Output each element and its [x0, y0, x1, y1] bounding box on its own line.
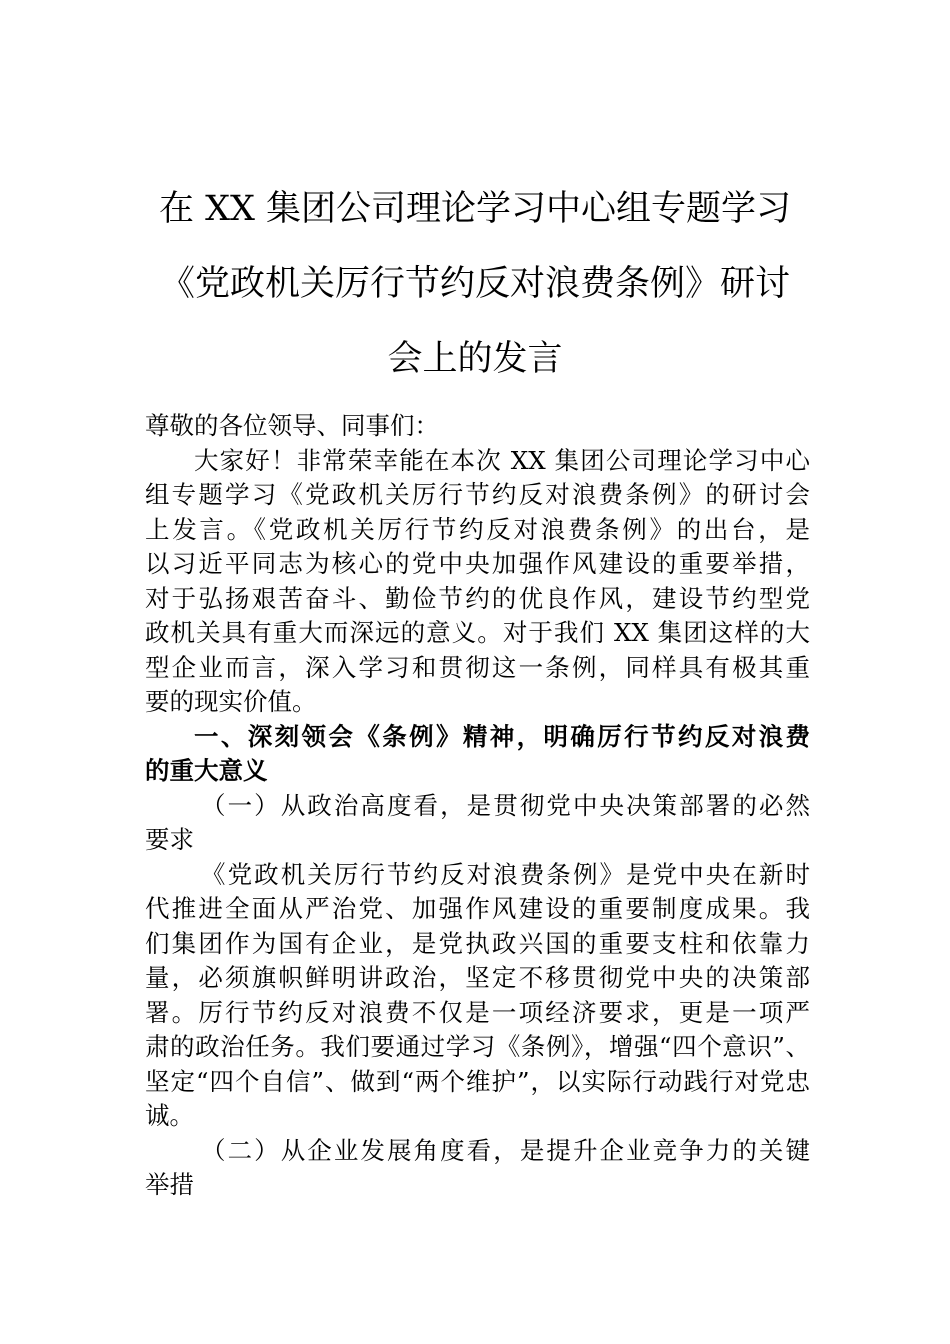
paragraph-line: 对于弘扬艰苦奋斗、勤俭节约的优良作风，建设节约型党	[145, 583, 810, 613]
paragraph-line: 组专题学习《党政机关厉行节约反对浪费条例》的研讨会	[145, 480, 810, 509]
paragraph-line: 署。厉行节约反对浪费不仅是一项经济要求，更是一项严	[145, 997, 810, 1027]
paragraph-line: 型企业而言，深入学习和贯彻这一条例，同样具有极其重	[145, 652, 810, 682]
document-body	[145, 409, 810, 1203]
paragraph-line: 诚。	[145, 1101, 194, 1130]
paragraph-line: 上发言。《党政机关厉行节约反对浪费条例》的出台，是	[145, 514, 810, 544]
title-line: 会上的发言	[387, 339, 563, 379]
paragraph-line: 以习近平同志为核心的党中央加强作风建设的重要举措，	[145, 549, 810, 578]
heading-line: 举措	[145, 1170, 194, 1199]
intro-paragraph	[145, 444, 810, 720]
subsection-heading-2	[145, 1134, 810, 1203]
paragraph-line: 要的现实价值。	[145, 687, 317, 716]
title-line: 《党政机关厉行节约反对浪费条例》研讨	[159, 264, 790, 304]
salutation	[145, 409, 810, 444]
salutation-text: 尊敬的各位领导、同事们：	[145, 411, 439, 440]
paragraph-line: 政机关具有重大而深远的意义。对于我们 XX 集团这样的大	[145, 618, 810, 647]
heading-line: （一）从政治高度看，是贯彻党中央决策部署的必然	[201, 790, 810, 820]
heading-line: 的重大意义	[145, 756, 268, 785]
subsection-heading-1	[145, 789, 810, 858]
paragraph-line: 们集团作为国有企业，是党执政兴国的重要支柱和依靠力	[145, 928, 810, 958]
document-title	[120, 172, 830, 397]
paragraph-line: 大家好！非常荣幸能在本次 XX 集团公司理论学习中心	[194, 445, 810, 475]
section-heading-1	[145, 720, 810, 789]
heading-line: （二）从企业发展角度看，是提升企业竞争力的关键	[201, 1135, 810, 1165]
heading-line: 要求	[145, 825, 194, 854]
paragraph-line: 《党政机关厉行节约反对浪费条例》是党中央在新时	[201, 859, 810, 889]
title-line: 在 XX 集团公司理论学习中心组专题学习	[158, 189, 792, 229]
heading-line: 一、深刻领会《条例》精神，明确厉行节约反对浪费	[194, 721, 810, 751]
paragraph-line: 肃的政治任务。我们要通过学习《条例》，增强“四个意识”、	[145, 1032, 810, 1061]
paragraph-line: 坚定“四个自信”、做到“两个维护”，以实际行动践行对党忠	[145, 1066, 810, 1096]
paragraph-line: 量，必须旗帜鲜明讲政治，坚定不移贯彻党中央的决策部	[145, 963, 810, 992]
paragraph-line: 代推进全面从严治党、加强作风建设的重要制度成果。我	[145, 894, 810, 923]
subsection-body-1	[145, 858, 810, 1134]
